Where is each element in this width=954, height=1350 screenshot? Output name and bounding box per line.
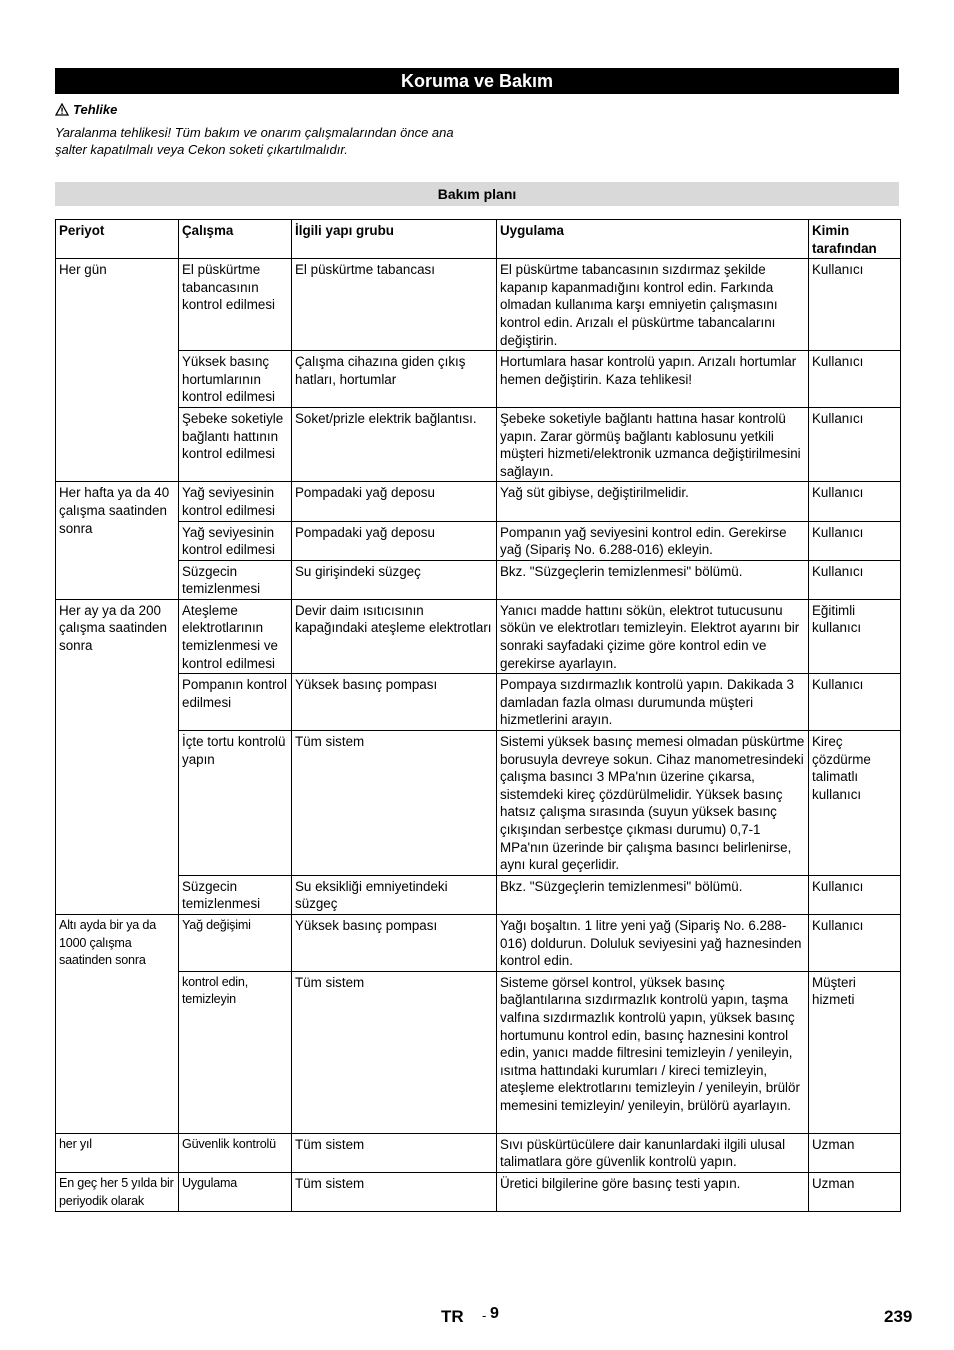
group-cell: Su eksikliği emniyetindeki süzgeç xyxy=(292,875,497,914)
action-cell: Sistemi yüksek basınç memesi olmadan püskürtme borusuyla devreye sokun. Cihaz manometresindeki çalışma basıncı 3 MPa'nın üzerine çıkarsa, sistemdeki kireç çözdürülmelidir. Yüksek basınç hatsız çalışma sırasında (suyun yüksek basınç çıkışından serbestçe çıkması durumu) 0,7-1 MPa'nın üzerinde bir çalışma basıncı belirlenirse, aynı kural geçerlidir. xyxy=(497,731,809,876)
table-row xyxy=(56,971,901,1133)
table-row xyxy=(56,521,901,560)
group-cell: Çalışma cihazına giden çıkış hatları, hortumlar xyxy=(292,351,497,408)
table-row xyxy=(56,731,901,876)
table-row xyxy=(56,875,901,914)
header-kimin-tarafindan: Kimin tarafından xyxy=(809,220,901,259)
group-cell: Yüksek basınç pompası xyxy=(292,674,497,731)
action-cell: Sisteme görsel kontrol, yüksek basınç bağlantılarına sızdırmazlık kontrolü yapın, taşma valfına sızdırmazlık kontrolü yapın, yüksek basınç hortumunu kontrol edin, basınç haznesini kontrol edin, yanıcı madde filtresini temizleyin / yenileyin, ısıtma hattındaki kurumları / kireci temizleyin, ateşleme elektrotlarını temizleyin / yenileyin, brülör memesini temizleyin/ yenileyin, brülörü ayarlayın. xyxy=(497,971,809,1133)
work-cell: kontrol edin, temizleyin xyxy=(179,971,292,1133)
period-cell: Altı ayda bir ya da 1000 çalışma saatinden sonra xyxy=(56,914,179,1133)
by-cell: Kullanıcı xyxy=(809,407,901,481)
action-cell: Yağ süt gibiyse, değiştirilmelidir. xyxy=(497,482,809,521)
header-yapi-grubu: İlgili yapı grubu xyxy=(292,220,497,259)
group-cell: Yüksek basınç pompası xyxy=(292,914,497,971)
work-cell: Şebeke soketiyle bağlantı hattının kontrol edilmesi xyxy=(179,407,292,481)
maintenance-table xyxy=(55,219,901,1212)
by-cell: Kullanıcı xyxy=(809,914,901,971)
period-cell: En geç her 5 yılda bir periyodik olarak xyxy=(56,1172,179,1211)
group-cell: Tüm sistem xyxy=(292,1133,497,1172)
page-title: Koruma ve Bakım xyxy=(55,68,899,94)
footer-language: TR xyxy=(441,1307,464,1326)
work-cell: Yağ seviyesinin kontrol edilmesi xyxy=(179,482,292,521)
group-cell: Tüm sistem xyxy=(292,731,497,876)
action-cell: Bkz. "Süzgeçlerin temizlenmesi" bölümü. xyxy=(497,875,809,914)
action-cell: Yağı boşaltın. 1 litre yeni yağ (Sipariş No. 6.288-016) doldurun. Doluluk seviyesini yağ haznesinden kontrol edin. xyxy=(497,914,809,971)
table-header-row xyxy=(56,220,901,259)
header-uygulama: Uygulama xyxy=(497,220,809,259)
period-cell: Her hafta ya da 40 çalışma saatinden sonra xyxy=(56,482,179,600)
action-cell: Şebeke soketiyle bağlantı hattına hasar kontrolü yapın. Zarar görmüş bağlantı kablosunu yetkili müşteri hizmeti/elektronik uzmanca değiştirilmesini sağlayın. xyxy=(497,407,809,481)
work-cell: Uygulama xyxy=(179,1172,292,1211)
table-row xyxy=(56,259,901,351)
period-cell: Her ay ya da 200 çalışma saatinden sonra xyxy=(56,599,179,914)
action-cell: Pompaya sızdırmazlık kontrolü yapın. Dakikada 3 damladan fazla olması durumunda müşteri hizmetlerini arayın. xyxy=(497,674,809,731)
table-row xyxy=(56,407,901,481)
period-cell: Her gün xyxy=(56,259,179,482)
by-cell: Kullanıcı xyxy=(809,560,901,599)
work-cell: Süzgecin temizlenmesi xyxy=(179,875,292,914)
by-cell: Kullanıcı xyxy=(809,674,901,731)
group-cell: Pompadaki yağ deposu xyxy=(292,521,497,560)
by-cell: Kullanıcı xyxy=(809,875,901,914)
by-cell: Uzman xyxy=(809,1133,901,1172)
action-cell: Yanıcı madde hattını sökün, elektrot tutucusunu sökün ve elektrotları temizleyin. Elektrot ayarını bir sonraki sayfadaki çizime göre kontrol edin ve gerekirse ayarlayın. xyxy=(497,599,809,673)
by-cell: Kireç çözdürme talimatlı kullanıcı xyxy=(809,731,901,876)
table-row xyxy=(56,599,901,673)
table-row xyxy=(56,560,901,599)
table-row xyxy=(56,1133,901,1172)
action-cell: Hortumlara hasar kontrolü yapın. Arızalı hortumlar hemen değiştirin. Kaza tehlikesi! xyxy=(497,351,809,408)
table-row xyxy=(56,351,901,408)
header-periyot: Periyot xyxy=(56,220,179,259)
header-calisma: Çalışma xyxy=(179,220,292,259)
group-cell: El püskürtme tabancası xyxy=(292,259,497,351)
action-cell: Pompanın yağ seviyesini kontrol edin. Gerekirse yağ (Sipariş No. 6.288-016) ekleyin. xyxy=(497,521,809,560)
plan-title: Bakım planı xyxy=(55,182,899,206)
group-cell: Pompadaki yağ deposu xyxy=(292,482,497,521)
work-cell: Yüksek basınç hortumlarının kontrol edilmesi xyxy=(179,351,292,408)
by-cell: Kullanıcı xyxy=(809,482,901,521)
warning-label: Tehlike xyxy=(73,102,118,117)
group-cell: Su girişindeki süzgeç xyxy=(292,560,497,599)
work-cell: Ateşleme elektrotlarının temizlenmesi ve kontrol edilmesi xyxy=(179,599,292,673)
warning-triangle-icon xyxy=(55,103,69,120)
by-cell: Müşteri hizmeti xyxy=(809,971,901,1133)
group-cell: Devir daim ısıtıcısının kapağındaki ateşleme elektrotları xyxy=(292,599,497,673)
work-cell: İçte tortu kontrolü yapın xyxy=(179,731,292,876)
by-cell: Uzman xyxy=(809,1172,901,1211)
footer-page-number: 239 xyxy=(884,1307,913,1326)
period-cell: her yıl xyxy=(56,1133,179,1172)
group-cell: Tüm sistem xyxy=(292,1172,497,1211)
action-cell: El püskürtme tabancasının sızdırmaz şekilde kapanıp kapanmadığını kontrol edin. Farkında olmadan kullanıma karşı emniyetin çalışmasını kontrol edin. Arızalı el püskürtme tabancalarını değiştirin. xyxy=(497,259,809,351)
work-cell: Güvenlik kontrolü xyxy=(179,1133,292,1172)
footer-section-page: 9 xyxy=(490,1305,499,1322)
table-row xyxy=(56,674,901,731)
warning-heading xyxy=(55,102,117,120)
warning-text: Yaralanma tehlikesi! Tüm bakım ve onarım çalışmalarından önce ana şalter kapatılmalı veya Cekon soketi çıkartılmalıdır. xyxy=(55,125,454,157)
group-cell: Soket/prizle elektrik bağlantısı. xyxy=(292,407,497,481)
action-cell: Sıvı püskürtücülere dair kanunlardaki ilgili ulusal talimatlara göre güvenlik kontrolü yapın. xyxy=(497,1133,809,1172)
action-cell: Üretici bilgilerine göre basınç testi yapın. xyxy=(497,1172,809,1211)
by-cell: Eğitimli kullanıcı xyxy=(809,599,901,673)
work-cell: El püskürtme tabancasının kontrol edilmesi xyxy=(179,259,292,351)
work-cell: Yağ değişimi xyxy=(179,914,292,971)
by-cell: Kullanıcı xyxy=(809,259,901,351)
by-cell: Kullanıcı xyxy=(809,521,901,560)
work-cell: Süzgecin temizlenmesi xyxy=(179,560,292,599)
footer-dash: - xyxy=(482,1308,487,1323)
group-cell: Tüm sistem xyxy=(292,971,497,1133)
table-row xyxy=(56,1172,901,1211)
table-row xyxy=(56,482,901,521)
work-cell: Pompanın kontrol edilmesi xyxy=(179,674,292,731)
table-row xyxy=(56,914,901,971)
work-cell: Yağ seviyesinin kontrol edilmesi xyxy=(179,521,292,560)
action-cell: Bkz. "Süzgeçlerin temizlenmesi" bölümü. xyxy=(497,560,809,599)
by-cell: Kullanıcı xyxy=(809,351,901,408)
